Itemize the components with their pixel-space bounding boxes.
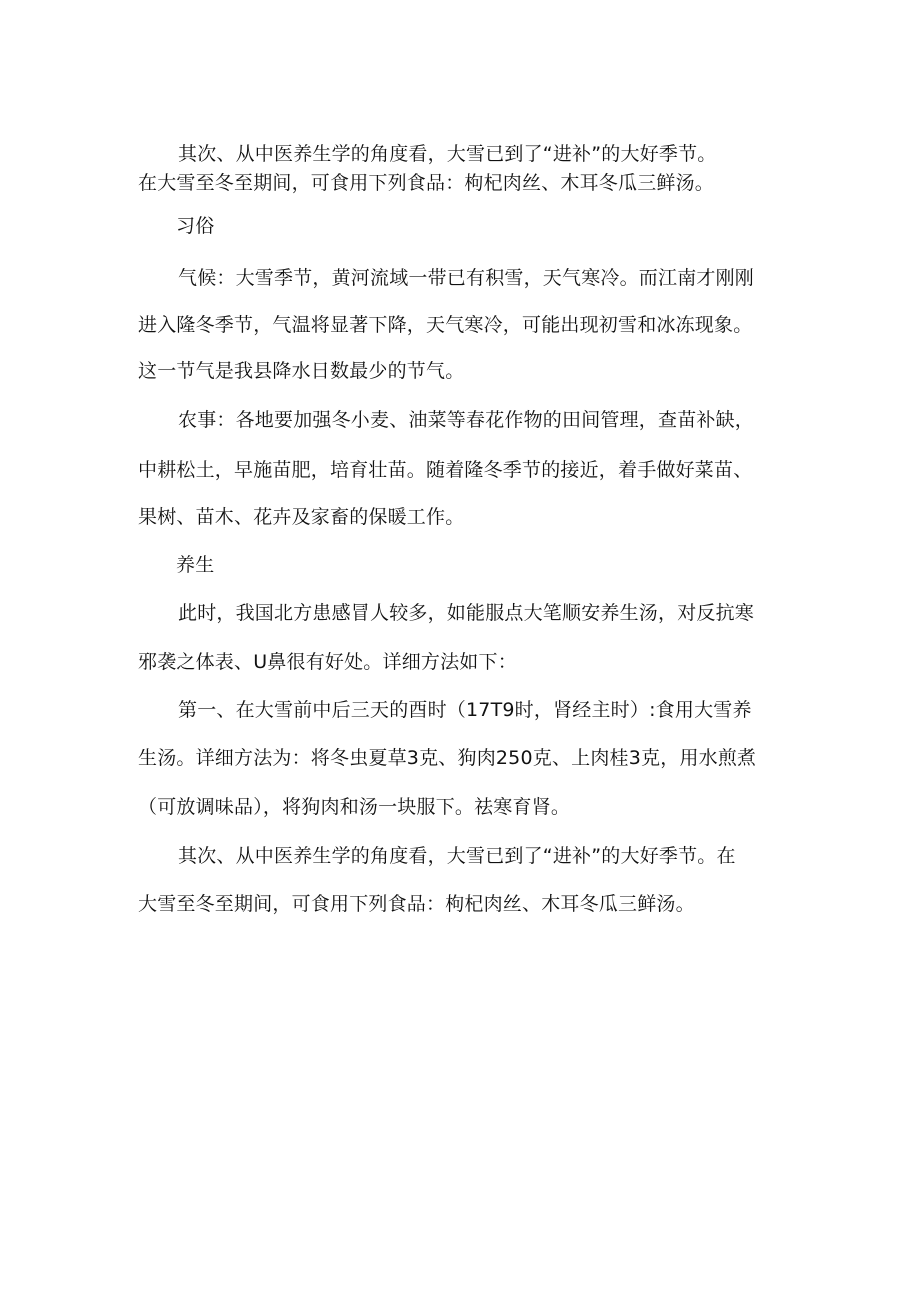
paragraph-line: 其次、从中医养生学的角度看，大雪已到了“进补”的大好季节。在 [178, 845, 736, 867]
paragraph-line: （可放调味品），将狗肉和汤一块服下。祛寒育肾。 [138, 796, 571, 818]
paragraph-line: 其次、从中医养生学的角度看，大雪已到了“进补”的大好季节。 [178, 143, 717, 165]
section-heading-customs: 习俗 [176, 215, 215, 237]
paragraph-line: 生汤。详细方法为：将冬虫夏草3克、狗肉250克、上肉桂3克，用水煎煮 [138, 747, 757, 769]
paragraph-line: 气候：大雪季节，黄河流域一带已有积雪，天气寒冷。而江南才刚刚 [178, 267, 755, 289]
paragraph-line: 在大雪至冬至期间，可食用下列食品：枸杞肉丝、木耳冬瓜三鲜汤。 [138, 172, 715, 194]
section-heading-health: 养生 [176, 554, 215, 576]
paragraph-line: 果树、苗木、花卉及家畜的保暖工作。 [138, 506, 465, 528]
paragraph-line: 农事：各地要加强冬小麦、油菜等春花作物的田间管理，查苗补缺， [178, 409, 755, 431]
paragraph-line: 此时，我国北方患感冒人较多，如能服点大笔顺安养生汤，对反抗寒 [178, 602, 755, 624]
paragraph-line: 第一、在大雪前中后三天的酉时（17T9时，肾经主时）:食用大雪养 [178, 699, 752, 721]
paragraph-line: 进入隆冬季节，气温将显著下降，天气寒冷，可能出现初雪和冰冻现象。 [138, 314, 753, 336]
paragraph-line: 这一节气是我县降水日数最少的节气。 [138, 360, 465, 382]
paragraph-line: 中耕松土，早施苗肥，培育壮苗。随着隆冬季节的接近，着手做好菜苗、 [138, 459, 753, 481]
paragraph-line: 大雪至冬至期间，可食用下列食品：枸杞肉丝、木耳冬瓜三鲜汤。 [138, 893, 695, 915]
paragraph-line: 邪袭之体表、U鼻很有好处。详细方法如下： [138, 651, 517, 673]
